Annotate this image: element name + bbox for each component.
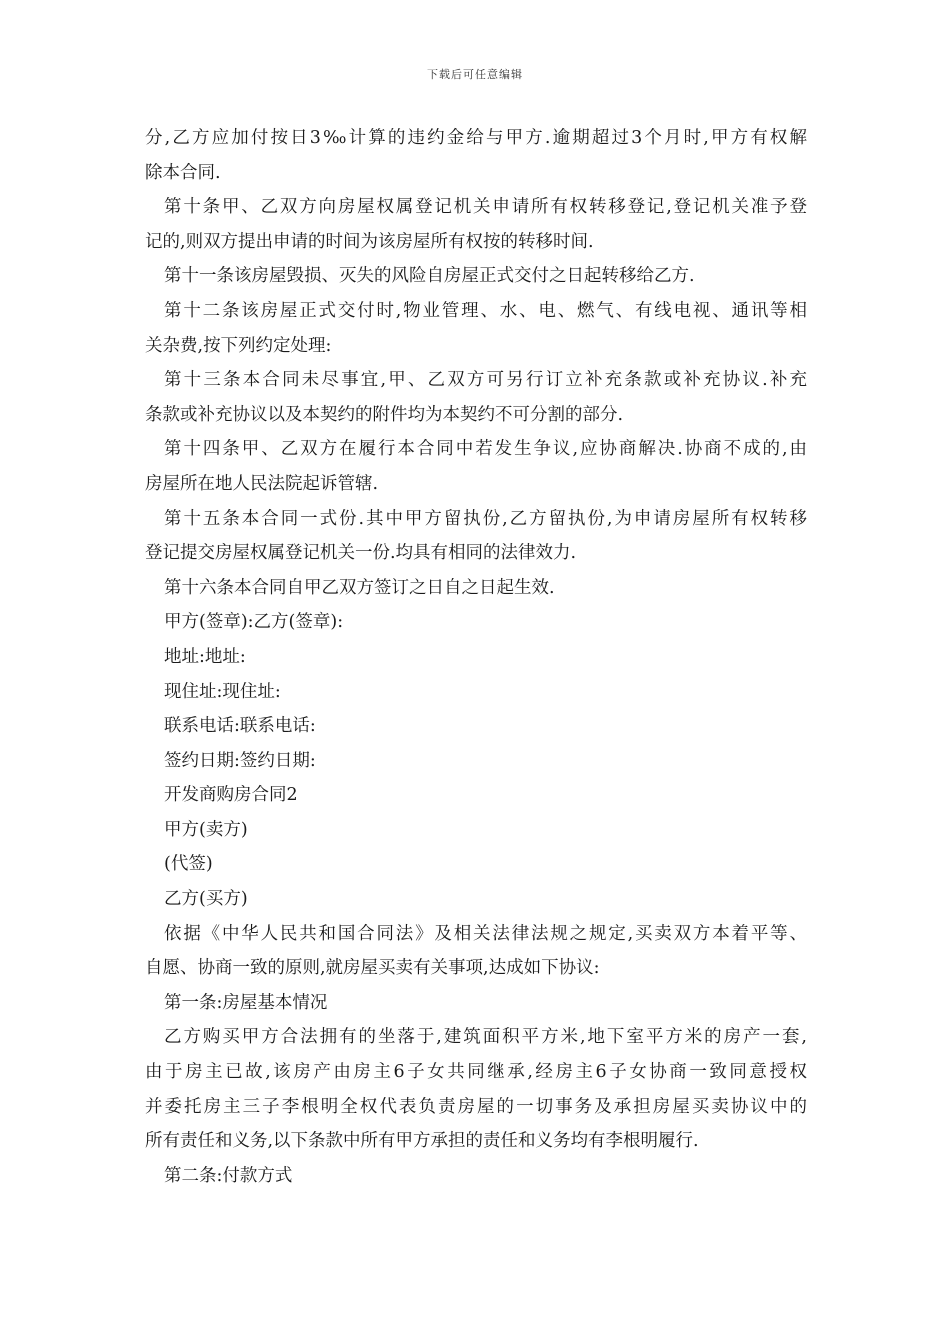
text-line: 并委托房主三子李根明全权代表负责房屋的一切事务及承担房屋买卖协议中的 [145, 1096, 807, 1117]
text-line: 依据《中华人民共和国合同法》及相关法律法规之规定,买卖双方本着平等、 [164, 923, 807, 944]
text-line: 房屋所在地人民法院起诉管辖. [145, 473, 379, 494]
text-line: 现住址:现住址: [164, 681, 281, 702]
text-line: 地址:地址: [164, 646, 246, 667]
text-line: 开发商购房合同2 [164, 785, 298, 806]
text-line: 第十二条该房屋正式交付时,物业管理、水、电、燃气、有线电视、通讯等相 [164, 300, 807, 321]
text-line: 第十条甲、乙双方向房屋权属登记机关申请所有权转移登记,登记机关准予登 [164, 197, 807, 218]
text-line: 甲方(签章):乙方(签章): [164, 612, 344, 633]
text-line: 所有责任和义务,以下条款中所有甲方承担的责任和义务均有李根明履行. [145, 1131, 699, 1152]
text-line: 由于房主已故,该房产由房主6子女共同继承,经房主6子女协商一致同意授权 [145, 1062, 807, 1083]
document-body [145, 121, 807, 1193]
text-line: 第十三条本合同未尽事宜,甲、乙双方可另行订立补充条款或补充协议.补充 [164, 370, 807, 391]
text-line: 自愿、协商一致的原则,就房屋买卖有关事项,达成如下协议: [145, 958, 600, 979]
text-line: 乙方(买方) [164, 889, 248, 910]
text-line: 第十一条该房屋毁损、灭失的风险自房屋正式交付之日起转移给乙方. [164, 266, 695, 287]
text-line: 甲方(卖方) [164, 819, 248, 840]
page-header-note: 下载后可任意编辑 [427, 68, 523, 81]
text-line: 联系电话:联系电话: [164, 716, 316, 737]
text-line: 除本合同. [145, 162, 221, 183]
text-line: 第十六条本合同自甲乙双方签订之日自之日起生效. [164, 577, 555, 598]
text-line: 乙方购买甲方合法拥有的坐落于,建筑面积平方米,地下室平方米的房产一套, [164, 1027, 807, 1048]
text-line: 第二条:付款方式 [164, 1165, 293, 1186]
text-line: 分,乙方应加付按日3‰计算的违约金给与甲方.逾期超过3个月时,甲方有权解 [145, 128, 807, 148]
text-line: 登记提交房屋权属登记机关一份.均具有相同的法律效力. [145, 543, 577, 564]
text-line: 关杂费,按下列约定处理: [145, 335, 332, 356]
text-line: (代签) [164, 854, 213, 875]
text-line: 记的,则双方提出申请的时间为该房屋所有权按的转移时间. [145, 231, 594, 252]
text-line: 签约日期:签约日期: [164, 750, 316, 771]
text-line: 第十四条甲、乙双方在履行本合同中若发生争议,应协商解决.协商不成的,由 [164, 439, 807, 460]
text-line: 条款或补充协议以及本契约的附件均为本契约不可分割的部分. [145, 404, 624, 425]
text-line: 第十五条本合同一式份.其中甲方留执份,乙方留执份,为申请房屋所有权转移 [164, 508, 807, 529]
text-line: 第一条:房屋基本情况 [164, 992, 328, 1013]
